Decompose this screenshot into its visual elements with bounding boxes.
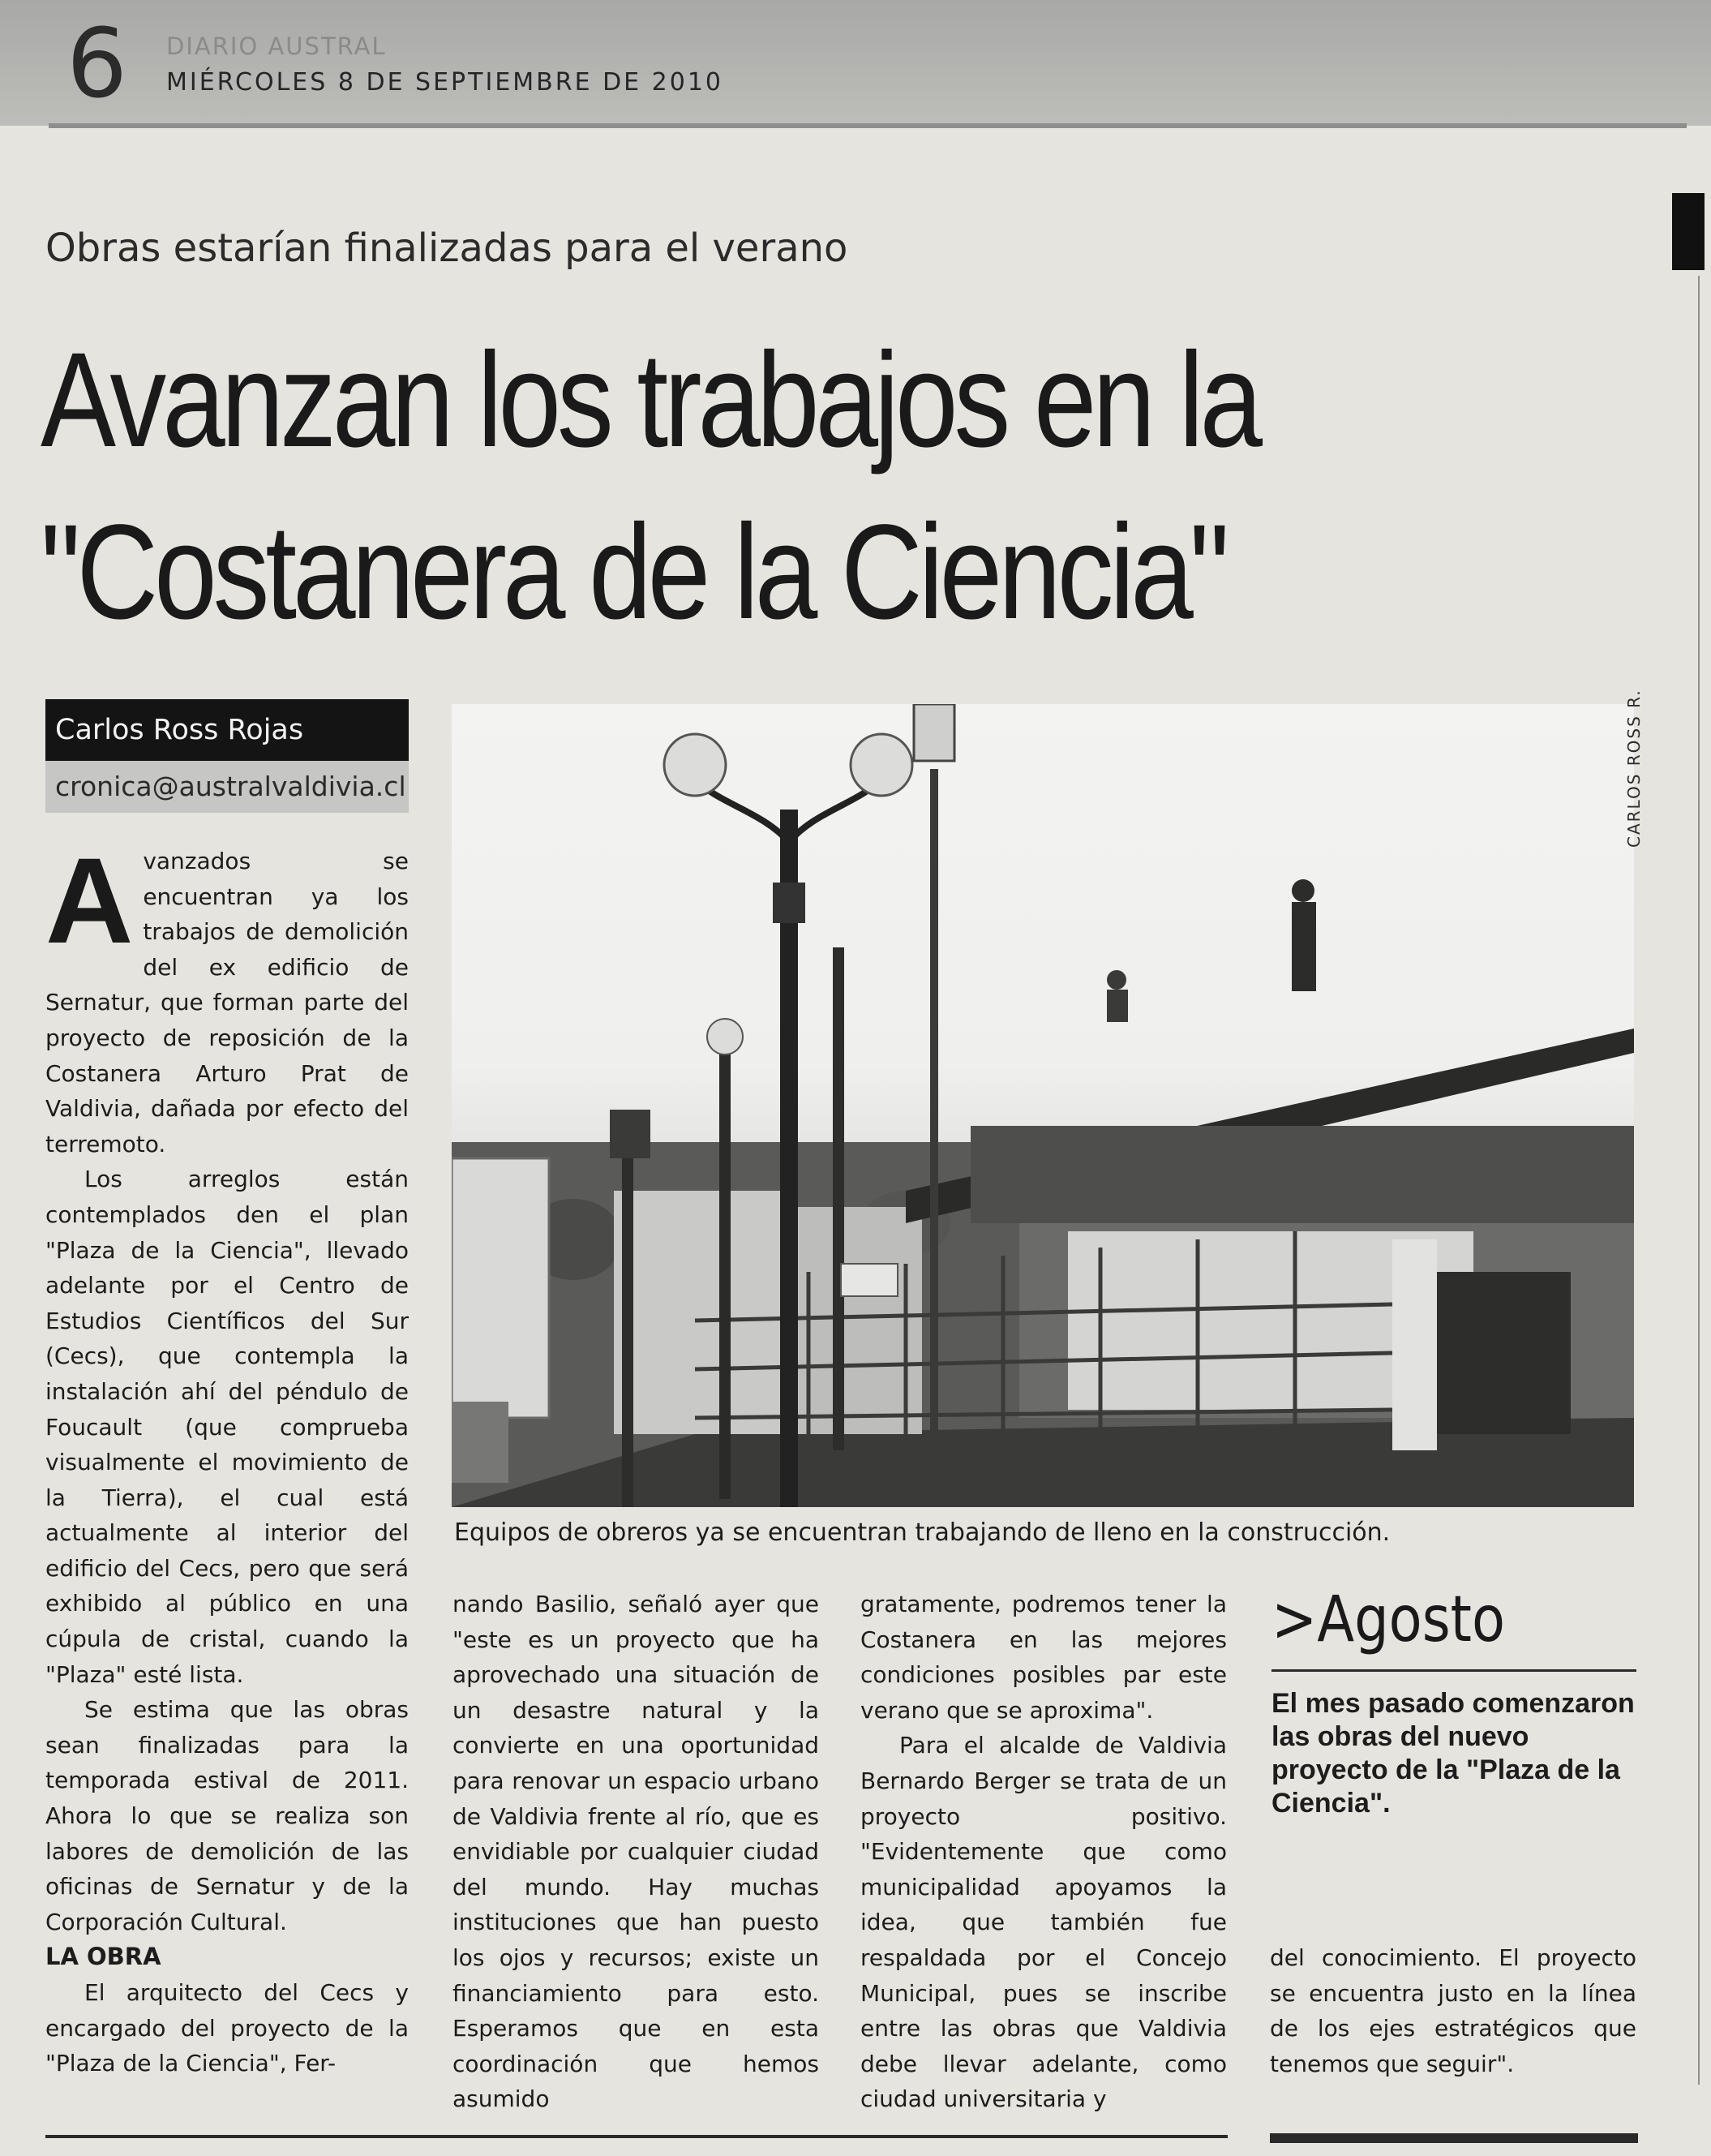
drop-cap: A [45,832,134,968]
sidebar-title: >Agosto [1271,1583,1506,1656]
paragraph: del conocimiento. El proyecto se encuentra justo en la línea de los ejes estratégicos que tenemos que seguir". [1270,1944,1636,2077]
paragraph: Los arreglos están contemplados den el plan "Plaza de la Ciencia", llevado adelante por el Centro de Estudios Científicos del Sur (Cecs), que contempla la instalación ahí del péndulo de Foucault (que comprueba visualmente el movimiento de la Tierra), el cual está actualmente al interior del edificio del Cecs, pero que será exhibido al público en una cúpula de cristal, cuando la "Plaza" esté lista. [45,1166,409,1688]
paragraph: Se estima que las obras sean finalizadas para la temporada estival de 2011. Ahora lo que se realiza son labores de demolición de las oficinas de Sernatur y de la Corporación Cultural. [45,1696,409,1935]
author-byline: Carlos Ross Rojas [45,699,409,761]
author-email: cronica@australvaldivia.cl [45,761,409,813]
publication-date: MIÉRCOLES 8 DE SEPTIEMBRE DE 2010 [166,68,724,97]
body-column-1 [45,832,409,2081]
photo-caption: Equipos de obreros ya se encuentran trabajando de lleno en la construcción. [454,1518,1391,1547]
article-photo [452,704,1634,1507]
header-rule [49,123,1687,128]
paragraph: nando Basilio, señaló ayer que "este es un proyecto que ha aprovechado una situación de un desastre natural y la convierte en una oportunidad para renovar un espacio urbano de Valdivia frente al río, que es envidiable por cualquier ciudad del mundo. Hay muchas instituciones que han puesto los ojos y recursos; existe un financiamiento para esto. Esperamos que en esta coordinación que hemos asumido [452,1591,819,2113]
section-subhead: LA OBRA [45,1943,161,1971]
header-band [0,0,1711,126]
body-column-3 [860,1587,1227,2117]
headline-line-2: "Costanera de la Ciencia" [41,497,1226,647]
edge-marker [1672,193,1705,270]
publication-name: DIARIO AUSTRAL [166,32,387,60]
column-divider [1698,276,1700,2085]
paragraph: Avanzados se encuentran ya los trabajos de demolición del ex edificio de Sernatur, que forman parte del proyecto de reposición de la Costanera Arturo Prat de Valdivia, dañada por efecto del terremoto. [45,832,409,1157]
photo-credit: CARLOS ROSS R. [1624,689,1644,848]
sidebar-rule [1271,1669,1636,1672]
paragraph: gratamente, podremos tener la Costanera en las mejores condiciones posibles par este verano que se aproxima". [860,1591,1227,1724]
bottom-rule [45,2135,1228,2138]
article-kicker: Obras estarían finalizadas para el verano [45,225,848,271]
sidebar-text: El mes pasado comenzaron las obras del nuevo proyecto de la "Plaza de la Ciencia". [1271,1688,1635,1819]
bottom-rule-right [1270,2133,1638,2143]
paragraph: Para el alcalde de Valdivia Bernardo Berger se trata de un proyecto positivo. "Evidentemente que como municipalidad apoyamos la idea, que también fue respaldada por el Concejo Municipal, pues se inscribe entre las obras que Valdivia debe llevar adelante, como ciudad universitaria y [860,1732,1227,2113]
body-column-4 [1270,1940,1636,2081]
body-column-2 [452,1587,819,2117]
paragraph: El arquitecto del Cecs y encargado del proyecto de la "Plaza de la Ciencia", Fer- [45,1979,409,2077]
construction-scene [452,704,1634,1507]
page-number: 6 [66,7,128,119]
headline-line-1: Avanzan los trabajos en la [41,325,1259,475]
article-headline [41,315,1335,659]
